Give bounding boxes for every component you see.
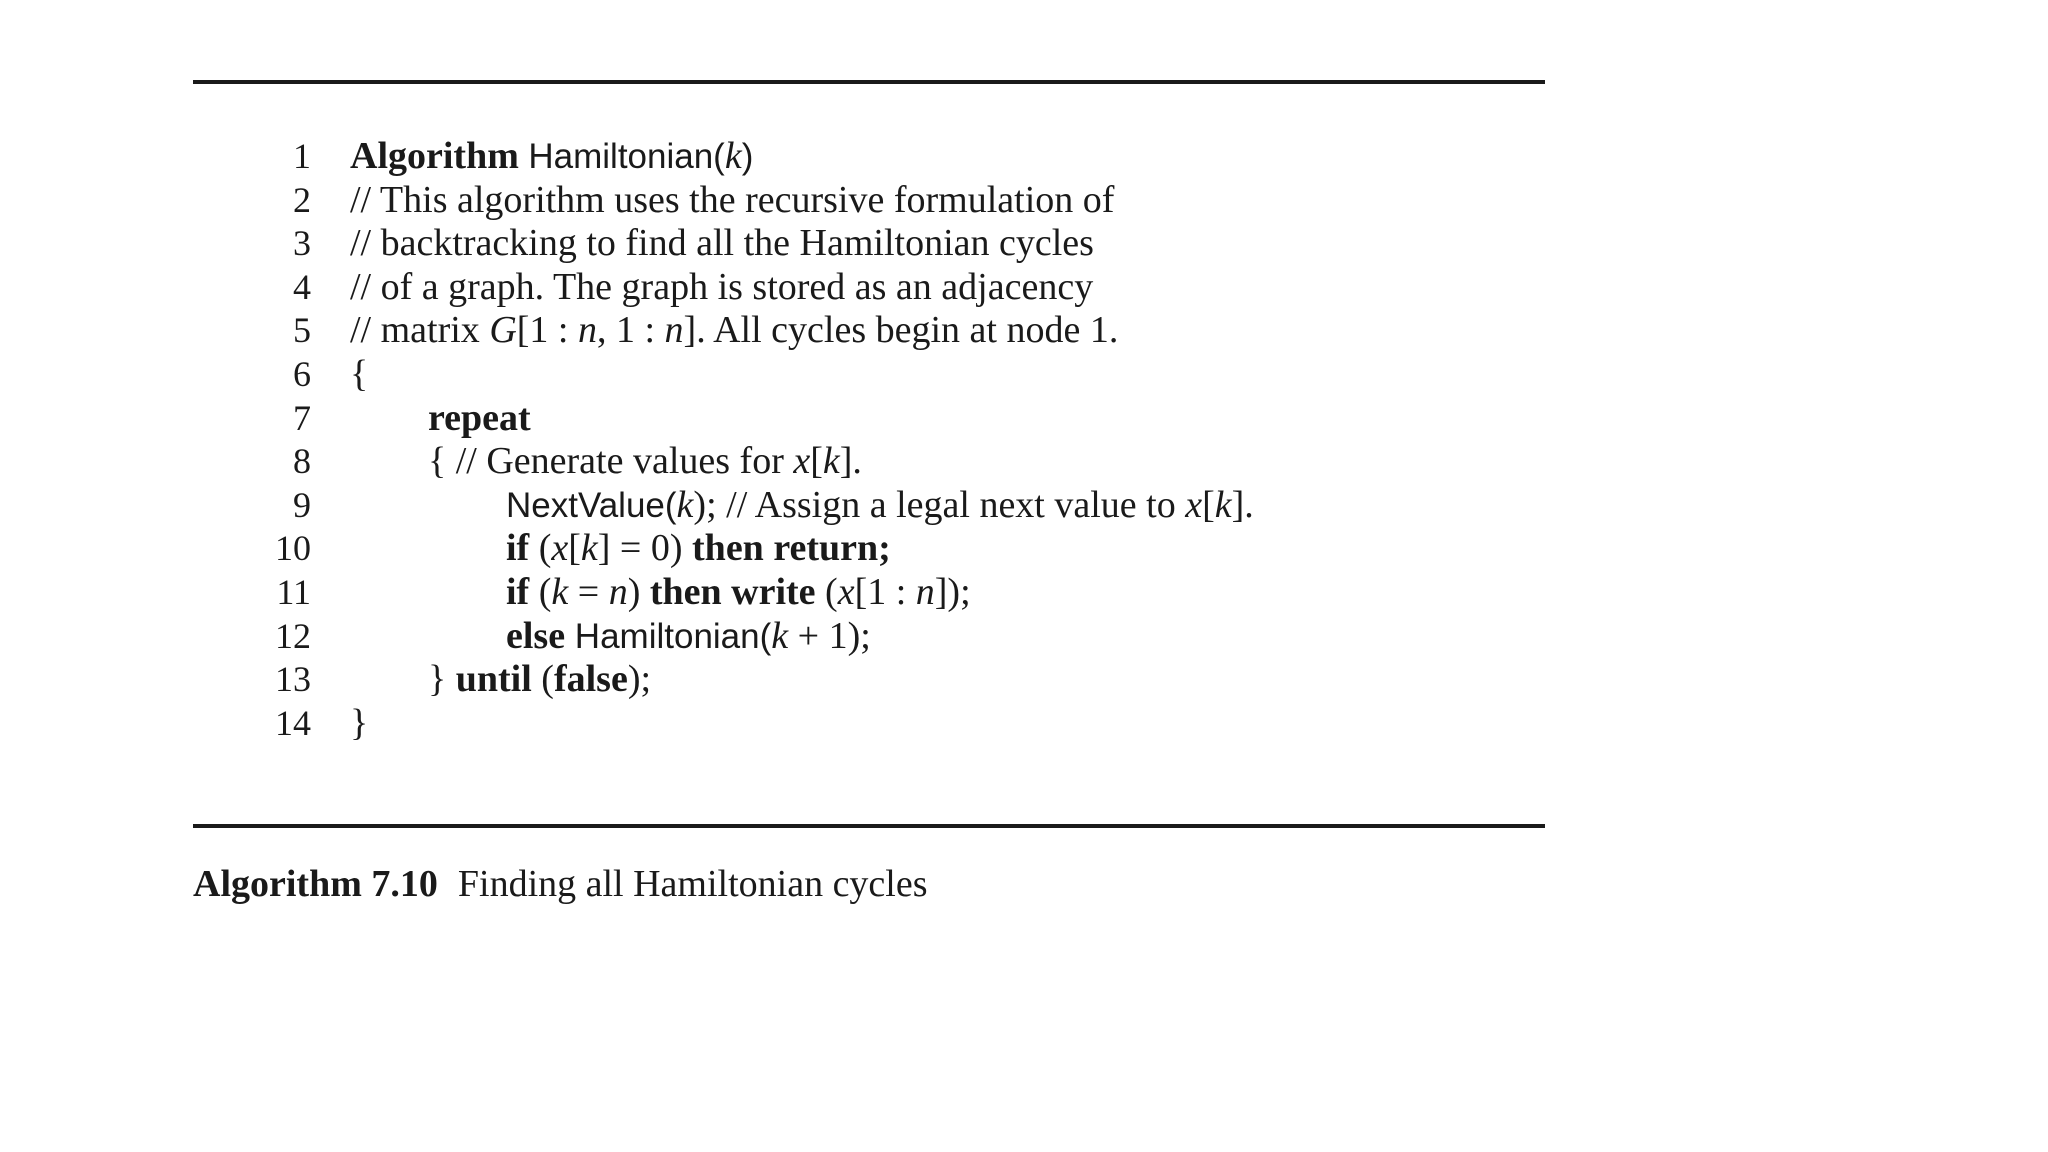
code-line-1: 1 Algorithm Hamiltonian(k) [255, 135, 1555, 179]
procedure-call: Hamiltonian( [565, 616, 772, 656]
code-line-5 [255, 309, 1555, 353]
math-var: n [577, 309, 597, 352]
bottom-rule [193, 824, 1545, 828]
math-var: x [837, 570, 855, 613]
keyword-if: if [506, 527, 530, 570]
math-var: x [793, 440, 811, 483]
math-var: n [664, 309, 684, 352]
line-number: 10 [275, 528, 311, 569]
math-var: x [551, 527, 569, 570]
math-var: n [608, 570, 628, 613]
procedure-name: Hamiltonian( [528, 137, 725, 176]
line-number: 2 [293, 179, 311, 220]
keyword-until: until [455, 658, 532, 701]
keyword-then-return: then return; [692, 527, 891, 570]
math-var: k [580, 527, 598, 570]
line-number: 9 [293, 484, 311, 525]
line-number: 5 [293, 310, 311, 351]
line-number: 14 [275, 702, 311, 743]
code-line-8: 8 { // Generate values for x[k]. [255, 440, 1555, 484]
line-number: 1 [293, 136, 311, 176]
code-line-4 [255, 266, 1555, 310]
math-var: k [771, 614, 789, 657]
close-brace: } [350, 701, 369, 744]
algorithm-listing [255, 135, 1555, 745]
line-number: 13 [275, 659, 311, 700]
code-line-14 [255, 702, 1555, 746]
code-line-9: 9 NextValue(k); // Assign a legal next value to x[k]. [255, 484, 1555, 528]
line-number: 8 [293, 441, 311, 482]
line-number: 12 [275, 615, 311, 656]
comment: // matrix G[1 : n, 1 : n]. All cycles begin at node 1. [350, 309, 1119, 352]
code-line-2 [255, 179, 1555, 223]
code-line-3 [255, 222, 1555, 266]
line-number: 7 [293, 397, 311, 438]
comment: // This algorithm uses the recursive formulation of [350, 178, 1115, 221]
keyword-else: else [506, 614, 566, 657]
keyword-algorithm: Algorithm [350, 135, 519, 177]
caption-label: Algorithm 7.10 [193, 863, 438, 905]
math-var: k [551, 570, 569, 613]
code-line-7 [255, 397, 1555, 441]
math-var: x [1185, 483, 1203, 526]
top-rule [193, 80, 1545, 84]
line-number: 6 [293, 353, 311, 394]
keyword-false: false [553, 658, 628, 701]
code-line-13: 13 } until (false); [255, 658, 1555, 702]
math-var: k [724, 135, 742, 177]
math-var: k [822, 440, 840, 483]
math-var: G [489, 309, 517, 352]
math-var: n [915, 570, 935, 613]
line-number: 4 [293, 266, 311, 307]
comment: // of a graph. The graph is stored as an adjacency [350, 265, 1094, 308]
comment: // backtracking to find all the Hamiltonian cycles [350, 222, 1094, 265]
math-var: k [676, 483, 694, 526]
figure-caption [193, 862, 928, 906]
open-brace: { [350, 352, 369, 395]
code-line-10: 10 if (x[k] = 0) then return; [255, 527, 1555, 571]
code-line-12: 12 else Hamiltonian(k + 1); [255, 615, 1555, 659]
line-number: 3 [293, 223, 311, 264]
caption-text: Finding all Hamiltonian cycles [457, 863, 928, 905]
procedure-call: NextValue( [506, 485, 677, 525]
line-number: 11 [276, 571, 311, 612]
keyword-repeat: repeat [428, 396, 531, 439]
code-line-11: 11 if (k = n) then write (x[1 : n]); [255, 571, 1555, 615]
keyword-if: if [506, 570, 530, 613]
code-line-6 [255, 353, 1555, 397]
math-var: k [1214, 483, 1232, 526]
keyword-then-write: then write [649, 570, 816, 613]
